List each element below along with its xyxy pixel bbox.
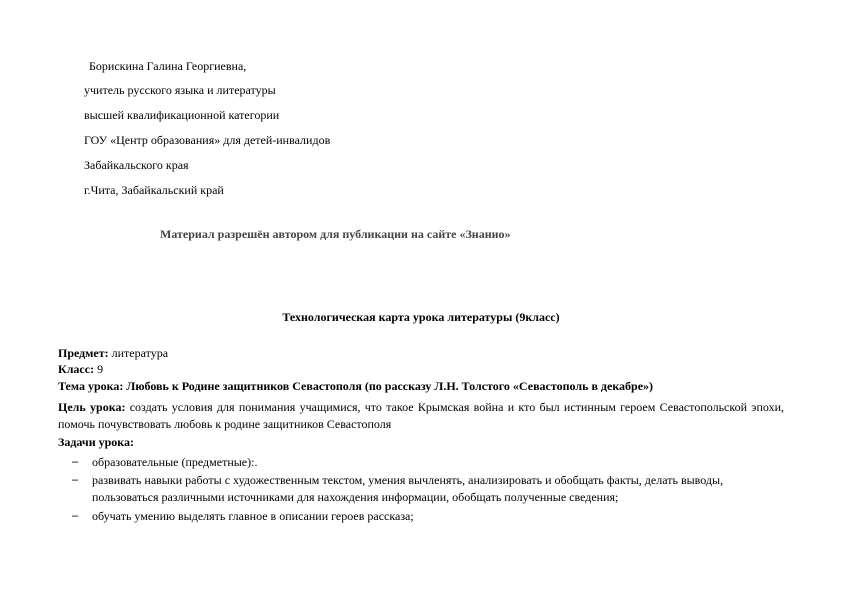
author-name: Борискина Галина Георгиевна, bbox=[89, 59, 247, 73]
author-organization: ГОУ «Центр образования» для детей-инвалидов bbox=[84, 133, 331, 147]
grade-label: Класс: bbox=[58, 362, 95, 376]
author-region: Забайкальского края bbox=[84, 158, 189, 172]
topic-value: Любовь к Родине защитников Севастополя (по рассказу Л.Н. Толстого «Севастополь в декабре») bbox=[123, 379, 654, 393]
task-item-text: обучать умению выделять главное в описании героев рассказа; bbox=[92, 509, 414, 523]
bullet-dash: – bbox=[72, 508, 78, 522]
author-position: учитель русского языка и литературы bbox=[84, 83, 276, 97]
goal-value: создать условия для понимания учащимися, что такое Крымская война и кто был истинным героем Севастопольской эпохи, помочь почувствовать любовь к родине защитников Севастополя bbox=[58, 400, 785, 431]
task-item-text: развивать навыки работы с художественным текстом, умения вычленять, анализировать и обобщать факты, делать выводы, пользоваться различными источниками для нахождения информации, обобщать полученные сведения; bbox=[92, 473, 724, 504]
bullet-dash: – bbox=[72, 454, 78, 468]
author-category: высшей квалификационной категории bbox=[84, 108, 280, 122]
subject-value: литература bbox=[108, 346, 169, 360]
subject-line bbox=[58, 346, 168, 360]
subject-label: Предмет: bbox=[58, 346, 109, 360]
goal-label: Цель урока: bbox=[58, 400, 126, 414]
grade-value: 9 bbox=[94, 362, 104, 376]
bullet-dash: – bbox=[72, 472, 78, 486]
topic-label: Тема урока: bbox=[58, 379, 124, 393]
grade-line bbox=[58, 362, 103, 376]
publication-permission-note: Материал разрешён автором для публикации на сайте «Знанио» bbox=[160, 227, 511, 241]
author-city: г.Чита, Забайкальский край bbox=[84, 183, 224, 197]
topic-line bbox=[58, 379, 653, 393]
task-item-text: образовательные (предметные):. bbox=[92, 455, 258, 469]
document-title: Технологическая карта урока литературы (9класс) bbox=[282, 310, 560, 324]
goal-paragraph bbox=[58, 399, 784, 433]
tasks-label: Задачи урока: bbox=[58, 435, 135, 449]
